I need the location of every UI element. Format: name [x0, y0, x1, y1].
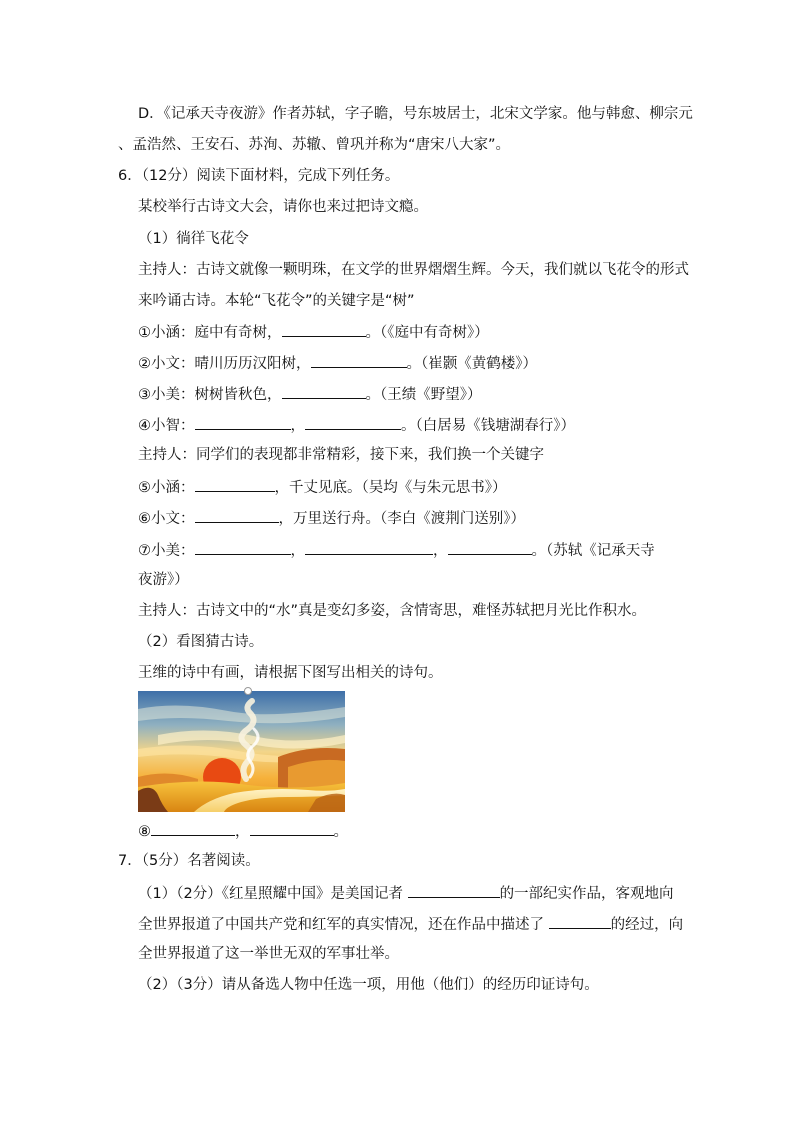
- q6-header: 6．（12分）阅读下面材料，完成下列任务。: [118, 168, 400, 184]
- item-3-prompt: ③小美：树树皆秋色，: [138, 387, 282, 403]
- q7-header: 7．（5分）名著阅读。: [118, 853, 260, 869]
- item-7-comma-1: ，: [290, 543, 305, 559]
- q6-part1-title: （1）徜徉飞花令: [138, 231, 249, 247]
- item-7-source: 。（苏轼《记承天寺: [531, 543, 655, 559]
- answer-blank-8b[interactable]: [250, 820, 334, 836]
- item-5-source: ，千丈见底。（吴均《与朱元思书》）: [274, 480, 507, 496]
- item-3-source: 。（王绩《野望》）: [365, 387, 482, 403]
- item-6-source: ，万里送行舟。（李白《渡荆门送别》）: [278, 511, 525, 527]
- item-2-prompt: ②小文：晴川历历汉阳树，: [138, 356, 311, 372]
- q5-option-d-line2: 、孟浩然、王安石、苏洵、苏辙、曾巩并称为“唐宋八大家”。: [118, 137, 511, 153]
- q6-host2: 主持人：同学们的表现都非常精彩，接下来，我们换一个关键字: [138, 447, 544, 463]
- desert-sunset-illustration: [138, 691, 345, 812]
- q7-p1-line3: 全世界报道了这一举世无双的军事壮举。: [138, 946, 399, 962]
- answer-blank-6[interactable]: [195, 507, 279, 523]
- q7-p1-line2-end: 的经过，向: [610, 917, 684, 933]
- item-7-comma-2: ，: [433, 543, 448, 559]
- q7-part2: （2）（3分）请从备选人物中任选一项，用他（他们）的经历印证诗句。: [138, 977, 599, 993]
- item-8-end: 。: [333, 824, 348, 840]
- q5-option-d-line1: D．《记承天寺夜游》作者苏轼，字子瞻，号东坡居士，北宋文学家。他与韩愈、柳宗元: [138, 106, 693, 122]
- item-1-prompt: ①小涵：庭中有奇树，: [138, 325, 282, 341]
- q6-intro: 某校举行古诗文大会，请你也来过把诗文瘾。: [138, 199, 428, 215]
- item-4-comma: ，: [290, 418, 305, 434]
- q6-item-6: [138, 507, 525, 529]
- item-8-marker: ⑧: [138, 824, 151, 840]
- item-2-source: 。（崔颢《黄鹤楼》）: [406, 356, 537, 372]
- q6-item-4: [138, 414, 575, 436]
- answer-blank-7c[interactable]: [448, 539, 532, 555]
- answer-blank-4b[interactable]: [305, 414, 401, 430]
- q6-item-8: [138, 820, 348, 842]
- answer-blank-3[interactable]: [282, 383, 366, 399]
- answer-blank-2[interactable]: [311, 352, 407, 368]
- q6-host1-line1: 主持人：古诗文就像一颗明珠，在文学的世界熠熠生辉。今天，我们就以飞花令的形式: [138, 262, 689, 278]
- q7-p1-line1: [138, 882, 674, 904]
- q7-p1-line1-end: 的一部纪实作品，客观地向: [499, 886, 674, 902]
- answer-blank-4a[interactable]: [195, 414, 291, 430]
- item-8-comma: ，: [235, 824, 250, 840]
- q7-p1-line2-text: 全世界报道了中国共产党和红军的真实情况，还在作品中描述了: [138, 917, 549, 933]
- item-7-prompt: ⑦小美：: [138, 543, 195, 559]
- q6-part2-title: （2）看图猜古诗。: [138, 634, 264, 650]
- q6-part2-prompt: 王维的诗中有画，请根据下图写出相关的诗句。: [138, 665, 443, 681]
- item-4-source: 。（白居易《钱塘湖春行》）: [401, 418, 575, 434]
- answer-blank-1[interactable]: [282, 321, 366, 337]
- q6-item-1: [138, 321, 489, 343]
- item-4-prompt: ④小智：: [138, 418, 195, 434]
- q6-item-3: [138, 383, 482, 405]
- q6-item-7-continued: 夜游》）: [138, 572, 189, 588]
- image-anchor-handle[interactable]: [244, 687, 252, 695]
- answer-blank-7b[interactable]: [305, 539, 433, 555]
- q6-host1-line2: 来吟诵古诗。本轮“飞花令”的关键字是“树”: [138, 293, 415, 309]
- answer-blank-event[interactable]: [549, 913, 611, 929]
- q6-item-5: [138, 476, 507, 498]
- q7-p1-line2: [138, 913, 683, 935]
- item-6-prompt: ⑥小文：: [138, 511, 195, 527]
- item-5-prompt: ⑤小涵：: [138, 480, 195, 496]
- q7-p1-line1-text: （1）（2分）《红星照耀中国》是美国记者: [138, 886, 408, 902]
- answer-blank-5[interactable]: [195, 476, 275, 492]
- q6-host3: 主持人：古诗文中的“水”真是变幻多姿，含情寄思，难怪苏轼把月光比作积水。: [138, 603, 647, 619]
- q6-item-2: [138, 352, 537, 374]
- answer-blank-7a[interactable]: [195, 539, 291, 555]
- answer-blank-8a[interactable]: [151, 820, 235, 836]
- item-1-source: 。（《庭中有奇树》）: [365, 325, 489, 341]
- answer-blank-reporter[interactable]: [408, 882, 500, 898]
- q6-item-7: [138, 539, 655, 561]
